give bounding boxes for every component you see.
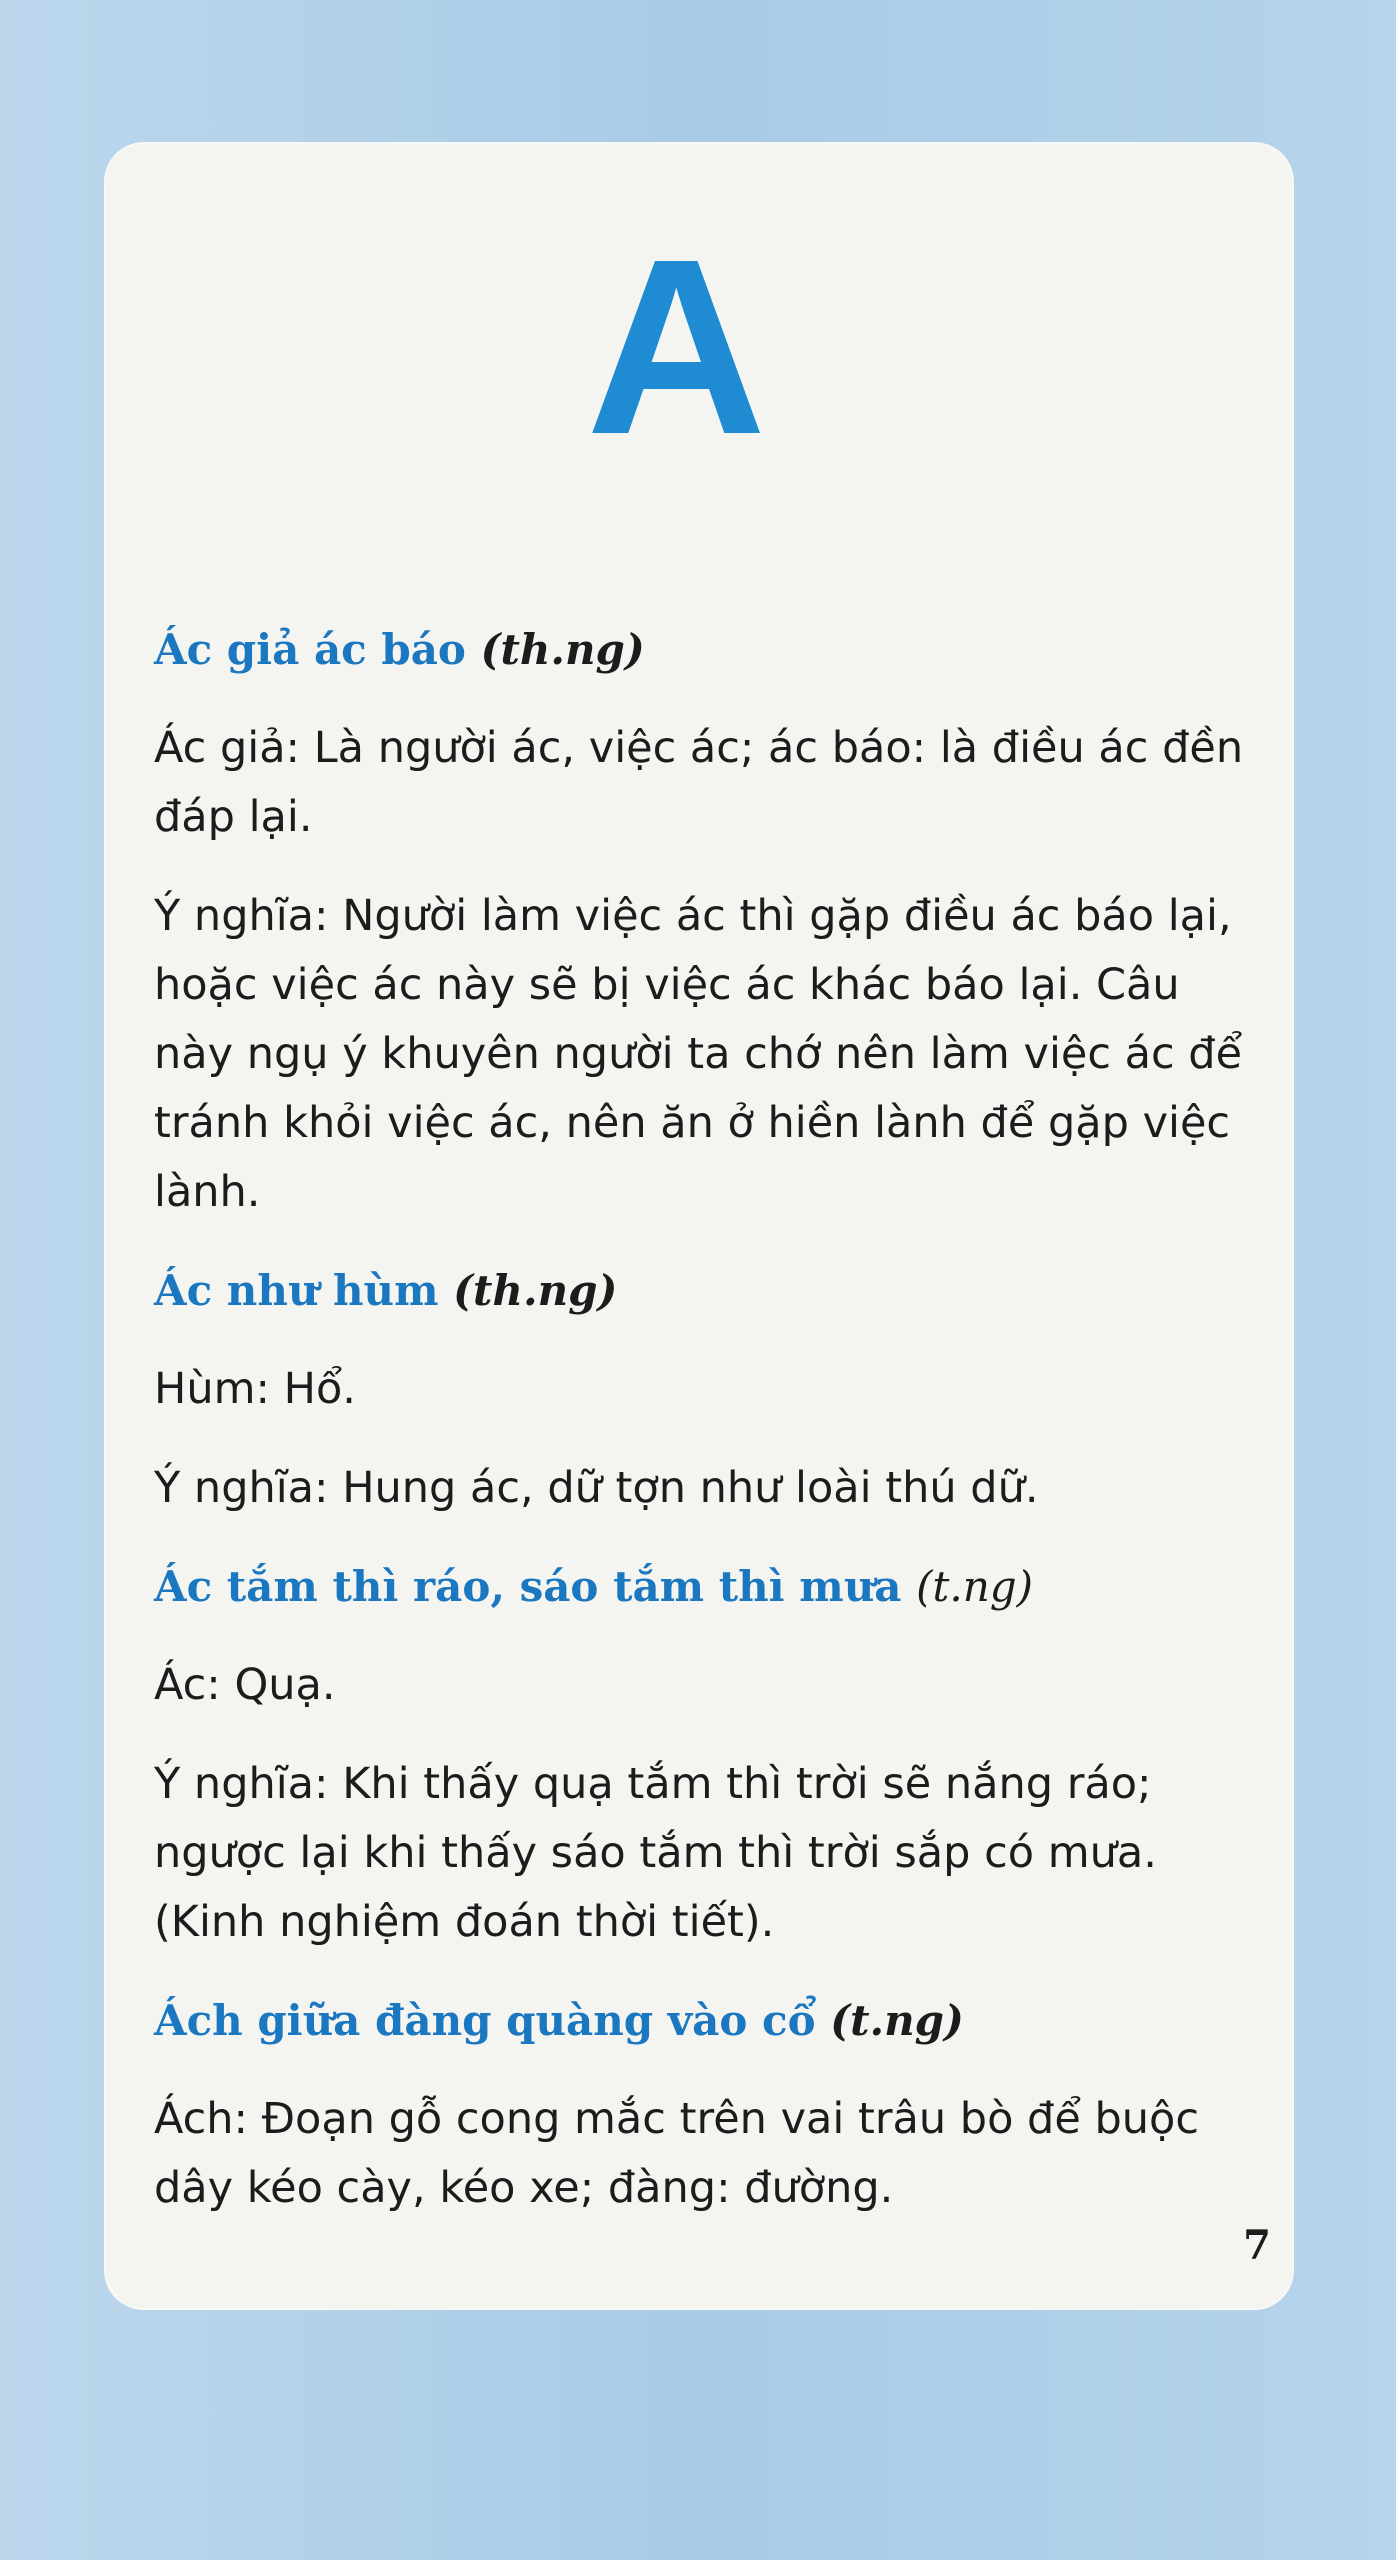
entry: [154, 1261, 1264, 1523]
section-letter: A: [586, 207, 767, 486]
entry: [154, 1557, 1264, 1957]
entry-title: [154, 1557, 1264, 1617]
entry-term: Ác như hùm: [154, 1266, 439, 1315]
entry-title: [154, 1991, 1264, 2051]
entry-term: Ách giữa đàng quàng vào cổ: [154, 1996, 816, 2045]
entry-tag: (th.ng): [453, 1266, 618, 1315]
entry-paragraph: Hùm: Hổ.: [154, 1364, 356, 1414]
entry-paragraph: Ý nghĩa: Người làm việc ác thì gặp điều ác báo lại, hoặc việc ác này sẽ bị việc ác khác báo lại. Câu này ngụ ý khuyên người ta chớ nên làm việc ác để tránh khỏi việc ác, nên ăn ở hiền lành để gặp việc lành.: [154, 891, 1243, 1217]
entry-tag: (t.ng): [916, 1562, 1034, 1611]
entry-paragraph: Ý nghĩa: Hung ác, dữ tợn như loài thú dữ.: [154, 1463, 1039, 1513]
entry-title: [154, 1261, 1264, 1321]
entry-term: Ác giả ác báo: [154, 625, 466, 674]
entry-title: [154, 620, 1264, 680]
page-number: 7: [1243, 2222, 1271, 2269]
entry-tag: (th.ng): [480, 625, 645, 674]
entry: [154, 1991, 1264, 2223]
entry-paragraph: Ác giả: Là người ác, việc ác; ác báo: là điều ác đền đáp lại.: [154, 723, 1244, 842]
entry-term: Ác tắm thì ráo, sáo tắm thì mưa: [154, 1562, 902, 1611]
entry: [154, 620, 1264, 1227]
dictionary-content: [154, 620, 1264, 2257]
entry-tag: (t.ng): [830, 1996, 964, 2045]
entry-paragraph: Ý nghĩa: Khi thấy quạ tắm thì trời sẽ nắng ráo; ngược lại khi thấy sáo tắm thì trời sắp có mưa. (Kinh nghiệm đoán thời tiết).: [154, 1759, 1157, 1947]
entry-paragraph: Ác: Quạ.: [154, 1660, 336, 1710]
entry-paragraph: Ách: Đoạn gỗ cong mắc trên vai trâu bò để buộc dây kéo cày, kéo xe; đàng: đường.: [154, 2094, 1199, 2213]
